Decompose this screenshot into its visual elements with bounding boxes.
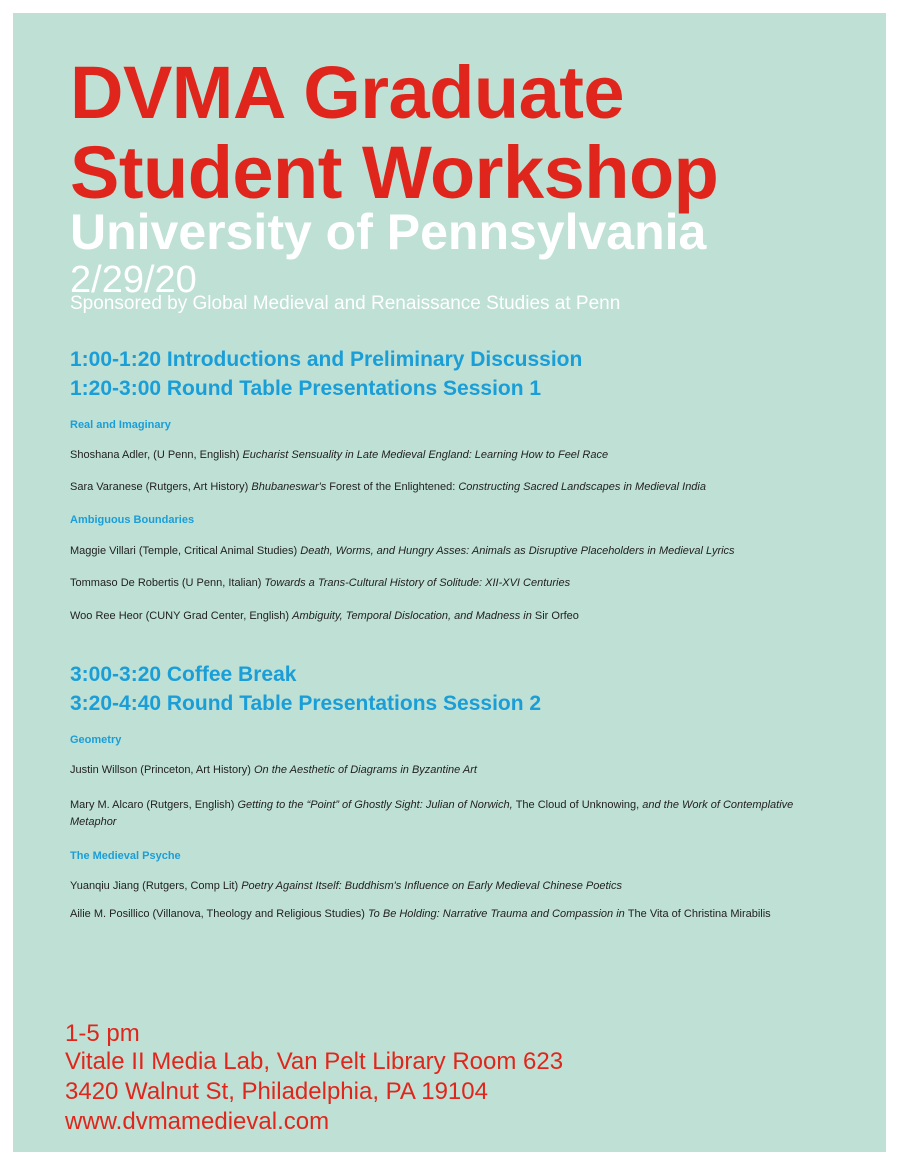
talk-title-tail: Sir Orfeo: [531, 610, 579, 622]
talk-title-part: Forest of the Enlightened:: [326, 481, 459, 493]
talk-item: [70, 908, 771, 920]
talk-title-part: Constructing Sacred Landscapes in Medieval India: [458, 481, 706, 493]
talk-presenter: Yuanqiu Jiang (Rutgers, Comp Lit): [70, 880, 242, 892]
talk-title: On the Aesthetic of Diagrams in Byzantine Art: [254, 764, 477, 776]
talk-item: [70, 880, 622, 892]
talk-item: [70, 449, 608, 461]
sponsor-line: Sponsored by Global Medieval and Renaissance Studies at Penn: [70, 293, 621, 314]
talk-item: [70, 797, 810, 831]
title-line-2: Student Workshop: [70, 131, 719, 214]
event-date: 2/29/20: [70, 259, 197, 301]
talk-item: [70, 610, 579, 622]
talk-title-part: and the Work of Contemplative Metaphor: [70, 799, 794, 828]
group-heading-medieval-psyche: The Medieval Psyche: [70, 850, 181, 862]
talk-presenter: Sara Varanese (Rutgers, Art History): [70, 481, 252, 493]
talk-presenter: Shoshana Adler, (U Penn, English): [70, 449, 243, 461]
talk-title-part: To Be Holding: Narrative Trauma and Compassion in: [367, 908, 628, 920]
footer-time: 1-5 pm: [65, 1020, 140, 1047]
schedule-coffee-break: 3:00-3:20 Coffee Break: [70, 663, 297, 686]
talk-item: [70, 481, 706, 493]
group-heading-real-imaginary: Real and Imaginary: [70, 419, 171, 431]
talk-presenter: Maggie Villari (Temple, Critical Animal Studies): [70, 545, 301, 557]
schedule-intro: 1:00-1:20 Introductions and Preliminary Discussion: [70, 348, 583, 371]
talk-item: [70, 545, 735, 557]
poster: [13, 13, 886, 1152]
talk-presenter: Tommaso De Robertis (U Penn, Italian): [70, 577, 265, 589]
talk-title-part: The Cloud of Unknowing,: [515, 799, 643, 811]
talk-presenter: Ailie M. Posillico (Villanova, Theology and Religious Studies): [70, 908, 368, 920]
talk-title-part: The Vita of Christina Mirabilis: [627, 908, 771, 920]
footer-venue: Vitale II Media Lab, Van Pelt Library Room 623: [65, 1048, 564, 1075]
schedule-session-2: 3:20-4:40 Round Table Presentations Session 2: [70, 692, 542, 715]
group-heading-geometry: Geometry: [70, 734, 122, 746]
footer-address: 3420 Walnut St, Philadelphia, PA 19104: [65, 1078, 488, 1105]
talk-presenter: Justin Willson (Princeton, Art History): [70, 764, 254, 776]
group-heading-ambiguous-boundaries: Ambiguous Boundaries: [70, 514, 195, 526]
talk-title: Ambiguity, Temporal Dislocation, and Madness in: [292, 610, 532, 622]
talk-title: Poetry Against Itself: Buddhism's Influence on Early Medieval Chinese Poetics: [241, 880, 622, 892]
talk-item: [70, 764, 477, 776]
schedule-session-1: 1:20-3:00 Round Table Presentations Session 1: [70, 377, 542, 400]
talk-title: Towards a Trans-Cultural History of Solitude: XII-XVI Centuries: [264, 577, 571, 589]
talk-title: Death, Worms, and Hungry Asses: Animals as Disruptive Placeholders in Medieval Lyrics: [300, 545, 735, 557]
talk-presenter: Mary M. Alcaro (Rutgers, English): [70, 799, 238, 811]
talk-presenter: Woo Ree Heor (CUNY Grad Center, English): [70, 610, 293, 622]
footer-website[interactable]: www.dvmamedieval.com: [65, 1108, 330, 1135]
title-line-1: DVMA Graduate: [70, 51, 625, 134]
talk-title-part: Bhubaneswar's: [251, 481, 327, 493]
talk-item: [70, 577, 570, 589]
university-name: University of Pennsylvania: [70, 204, 707, 260]
talk-title: Eucharist Sensuality in Late Medieval England: Learning How to Feel Race: [242, 449, 609, 461]
talk-title-part: Getting to the “Point” of Ghostly Sight: Julian of Norwich,: [237, 799, 516, 811]
